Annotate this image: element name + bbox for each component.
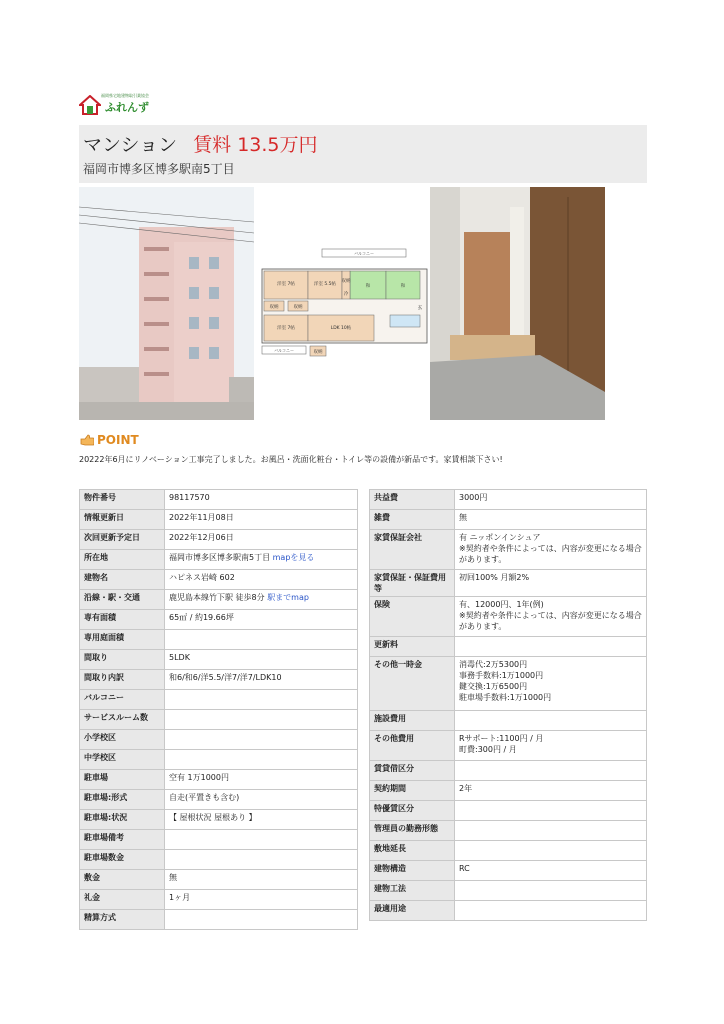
table-row — [370, 881, 647, 901]
field-label: 契約期間 — [370, 781, 455, 801]
field-label: 建物工法 — [370, 881, 455, 901]
field-value — [165, 530, 358, 550]
field-value — [455, 881, 647, 901]
table-row — [80, 770, 358, 790]
field-value — [165, 830, 358, 850]
table-row — [80, 670, 358, 690]
logo-name: ふれんず — [105, 101, 149, 114]
table-row — [80, 690, 358, 710]
field-value-text: 【 屋根状況 屋根あり 】 — [169, 813, 257, 822]
table-row — [370, 570, 647, 597]
field-value — [165, 510, 358, 530]
field-label: 駐車場数金 — [80, 850, 165, 870]
field-label: 更新料 — [370, 637, 455, 657]
field-label: 特優賃区分 — [370, 801, 455, 821]
building-image — [79, 187, 254, 420]
field-value — [165, 750, 358, 770]
field-label: 建物構造 — [370, 861, 455, 881]
table-row — [80, 590, 358, 610]
point-label: POINT — [97, 433, 139, 447]
field-value — [165, 490, 358, 510]
field-label: 専用庭面積 — [80, 630, 165, 650]
field-label: 管理員の勤務形態 — [370, 821, 455, 841]
field-value — [165, 910, 358, 930]
point-heading — [80, 433, 139, 447]
table-row — [370, 490, 647, 510]
property-address: 福岡市博多区博多駅南5丁目 — [83, 162, 235, 176]
field-value-text: 空有 1万1000円 — [169, 773, 229, 782]
field-label: 駐車場備考 — [80, 830, 165, 850]
field-value — [165, 710, 358, 730]
field-value — [165, 870, 358, 890]
floorplan-room-1: 洋室 7帖 — [277, 282, 295, 287]
field-value-text: 初回100% 月額2% — [459, 573, 530, 582]
table-row — [80, 530, 358, 550]
table-row — [80, 910, 358, 930]
table-row — [370, 821, 647, 841]
table-row — [80, 610, 358, 630]
table-row — [370, 510, 647, 530]
pointing-hand-icon — [80, 434, 94, 446]
property-type: マンション — [83, 134, 178, 156]
field-value — [455, 781, 647, 801]
field-label: その他費用 — [370, 731, 455, 761]
field-label: バルコニー — [80, 690, 165, 710]
map-link[interactable]: 駅までmap — [267, 593, 309, 602]
site-logo[interactable] — [79, 93, 169, 117]
table-row — [80, 630, 358, 650]
field-label: 家賃保証会社 — [370, 530, 455, 570]
field-value-text: 2年 — [459, 784, 473, 793]
field-value — [165, 610, 358, 630]
table-row — [370, 530, 647, 570]
field-value-text: ハピネス岩崎 602 — [169, 573, 235, 582]
field-value — [165, 850, 358, 870]
field-label: 間取り — [80, 650, 165, 670]
field-value-text: 有 ニッポンインシュア ※契約者や条件によっては、内容が変更になる場合があります。 — [459, 533, 642, 564]
field-value — [165, 590, 358, 610]
field-value-text: 和6/和6/洋5.5/洋7/洋7/LDK10 — [169, 673, 282, 682]
table-row — [80, 750, 358, 770]
field-value — [455, 657, 647, 711]
field-label: 最適用途 — [370, 901, 455, 921]
floorplan-storage-1: 収納 — [269, 305, 279, 310]
field-value-text: 無 — [169, 873, 177, 882]
field-value-text: 鹿児島本線竹下駅 徒歩8分 — [169, 593, 268, 602]
field-value-text: 98117570 — [169, 493, 210, 502]
field-value-text: 1ヶ月 — [169, 893, 191, 902]
field-value-text: 3000円 — [459, 493, 488, 502]
field-label: 家賃保証・保証費用等 — [370, 570, 455, 597]
field-value — [455, 530, 647, 570]
field-value-text: 有、12000円、1年(例) ※契約者や条件によっては、内容が変更になる場合があります。 — [459, 600, 642, 631]
table-row — [370, 711, 647, 731]
field-label: 駐車場 — [80, 770, 165, 790]
field-label: 敷地延長 — [370, 841, 455, 861]
field-label: 沿線・駅・交通 — [80, 590, 165, 610]
field-value-text: Rサポート:1100円 / 月 町費:300円 / 月 — [459, 734, 544, 754]
field-label: 礼金 — [80, 890, 165, 910]
field-label: 小学校区 — [80, 730, 165, 750]
table-row — [80, 730, 358, 750]
field-label: 施設費用 — [370, 711, 455, 731]
field-value — [455, 731, 647, 761]
house-logo-icon — [79, 95, 101, 115]
table-row — [80, 830, 358, 850]
field-value — [455, 510, 647, 530]
table-row — [80, 890, 358, 910]
table-row — [80, 570, 358, 590]
field-value — [165, 550, 358, 570]
table-row — [370, 781, 647, 801]
floorplan-storage-3: 収納 — [313, 350, 323, 355]
rent-price: 賃料 13.5万円 — [193, 134, 318, 156]
table-row — [80, 490, 358, 510]
field-label: 駐車場:形式 — [80, 790, 165, 810]
table-row — [80, 650, 358, 670]
table-row — [80, 510, 358, 530]
floorplan-room-5: 和 — [365, 284, 371, 289]
table-row — [370, 597, 647, 637]
table-row — [370, 861, 647, 881]
floorplan-room-3: 洋室 7帖 — [277, 326, 295, 331]
field-label: 建物名 — [80, 570, 165, 590]
field-value — [455, 841, 647, 861]
field-value-text: 福岡市博多区博多駅南5丁目 — [169, 553, 273, 562]
field-label: 次回更新予定日 — [80, 530, 165, 550]
table-row — [370, 761, 647, 781]
field-value — [165, 630, 358, 650]
field-value-text: 自走(平置きも含む) — [169, 793, 240, 802]
logo-subtitle: 福岡県宅地建物取引業協会 — [101, 93, 149, 98]
floorplan-label-1: 冷 — [343, 292, 349, 297]
field-value-text: 2022年11月08日 — [169, 513, 234, 522]
table-row — [370, 901, 647, 921]
table-row — [370, 637, 647, 657]
building-photo[interactable] — [79, 187, 254, 420]
field-value-text: 消毒代:2万5300円 事務手数料:1万1000円 鍵交換:1万6500円 駐車場手数料:1万1000円 — [459, 660, 552, 702]
field-label: 情報更新日 — [80, 510, 165, 530]
property-info-table-right — [369, 489, 647, 921]
floorplan-room-6: 和 — [400, 284, 406, 289]
floorplan-balcony-bottom: バルコニー — [274, 348, 294, 353]
point-description: 20222年6月にリノベーション工事完了しました。お風呂・洗面化粧台・トイレ等の設備が新品です。家賃相談下さい! — [79, 455, 503, 464]
field-label: その他一時金 — [370, 657, 455, 711]
field-value — [455, 761, 647, 781]
table-row — [80, 870, 358, 890]
field-value-text: 65㎡ / 約19.66坪 — [169, 613, 234, 622]
floorplan-room-2: 洋室 5.5帖 — [313, 282, 337, 287]
field-value — [455, 861, 647, 881]
field-value — [165, 810, 358, 830]
field-label: 精算方式 — [80, 910, 165, 930]
table-row — [80, 550, 358, 570]
field-label: 所在地 — [80, 550, 165, 570]
field-value — [455, 901, 647, 921]
field-label: 賃貸借区分 — [370, 761, 455, 781]
field-value-text: RC — [459, 864, 470, 873]
floorplan-storage-2: 収納 — [293, 305, 303, 310]
field-label: 専有面積 — [80, 610, 165, 630]
field-value — [165, 730, 358, 750]
interior-image — [430, 187, 605, 420]
floorplan-image[interactable] — [260, 247, 430, 359]
field-value — [455, 570, 647, 597]
table-row — [370, 657, 647, 711]
field-value — [455, 801, 647, 821]
property-info-table-left — [79, 489, 358, 930]
page-title — [83, 130, 318, 157]
field-label: 保険 — [370, 597, 455, 637]
field-value-text: 5LDK — [169, 653, 190, 662]
floorplan-balcony-top: バルコニー — [354, 251, 374, 256]
field-label: 中学校区 — [80, 750, 165, 770]
table-row — [80, 710, 358, 730]
table-row — [370, 731, 647, 761]
field-value-text: 2022年12月06日 — [169, 533, 234, 542]
field-value — [165, 670, 358, 690]
field-label: 駐車場:状況 — [80, 810, 165, 830]
field-label: 物件番号 — [80, 490, 165, 510]
table-row — [80, 790, 358, 810]
field-label: 間取り内訳 — [80, 670, 165, 690]
field-value — [455, 821, 647, 841]
floorplan-storage-4: 収納 — [341, 279, 351, 284]
field-label: 雑費 — [370, 510, 455, 530]
field-label: 共益費 — [370, 490, 455, 510]
floorplan-label-2: 玄 — [417, 306, 423, 311]
field-value — [455, 637, 647, 657]
table-row — [80, 850, 358, 870]
field-value — [165, 790, 358, 810]
field-value — [455, 711, 647, 731]
field-value — [455, 490, 647, 510]
field-label: サービスルーム数 — [80, 710, 165, 730]
field-value — [165, 570, 358, 590]
map-link[interactable]: mapを見る — [272, 553, 315, 562]
field-value — [165, 890, 358, 910]
title-band — [79, 125, 647, 183]
field-label: 敷金 — [80, 870, 165, 890]
field-value — [165, 650, 358, 670]
table-row — [370, 841, 647, 861]
field-value-text: 無 — [459, 513, 467, 522]
table-row — [80, 810, 358, 830]
interior-photo[interactable] — [430, 187, 605, 420]
floorplan-room-4: LDK 10帖 — [330, 326, 352, 331]
table-row — [370, 801, 647, 821]
field-value — [165, 770, 358, 790]
field-value — [165, 690, 358, 710]
field-value — [455, 597, 647, 637]
